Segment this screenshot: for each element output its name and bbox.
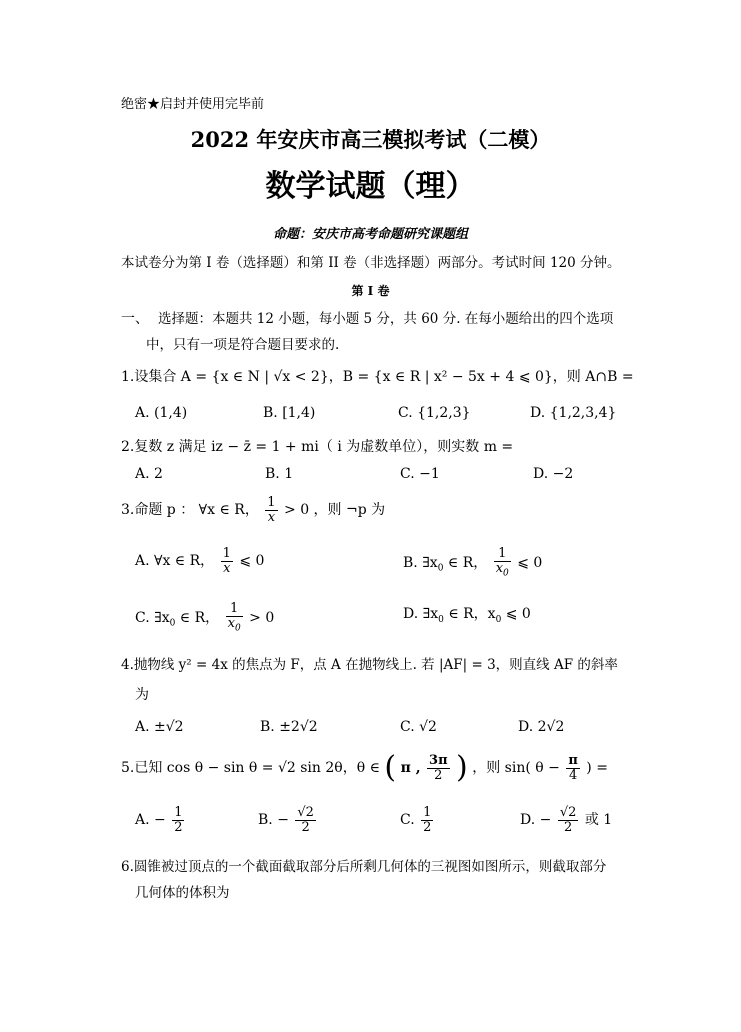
- q3-stem-pre: 3.命题 p ： ∀x ∈ R，: [121, 502, 259, 519]
- q1-option-a: A. (1,4): [135, 405, 188, 421]
- q1-option-b: B. [1,4): [263, 405, 316, 421]
- q4-option-a: A. ±√2: [135, 719, 184, 735]
- volume-label: 第 I 卷: [351, 284, 390, 298]
- question-3-stem: [121, 496, 385, 524]
- question-2-stem: 2.复数 z 满足 iz − z̄ = 1 + mi（ i 为虚数单位），则实数 m =: [121, 439, 514, 455]
- section-marker: 一、: [121, 311, 149, 327]
- exam-title: 2022 年安庆市高三模拟考试（二模）: [190, 127, 551, 152]
- q2-option-c: C. −1: [400, 466, 440, 482]
- question-6-stem-line1: 6.圆锥被过顶点的一个截面截取部分后所剩几何体的三视图如图所示，则截取部分: [121, 859, 607, 875]
- q3-option-c: C. $\exists x_0$ ∈ R， $\frac{1}{x_0}$ > 0: [135, 601, 275, 634]
- q3-stem-post: > 0 ，则 ¬p 为: [284, 502, 386, 519]
- section-instructions-line1: 选择题：本题共 12 小题，每小题 5 分，共 60 分. 在每小题给出的四个选项: [158, 311, 614, 327]
- q2-option-d: D. −2: [533, 466, 574, 482]
- section-instructions-line2: 中，只有一项是符合题目要求的.: [146, 337, 340, 353]
- q3-option-b: B. $\exists x_0$ ∈ R， $\frac{1}{x_0}$ ⩽ 0: [403, 546, 543, 579]
- q1-option-d: D. {1,2,3,4}: [530, 405, 617, 421]
- q2-option-a: A. 2: [135, 466, 163, 482]
- q5-option-a: A. − $\frac{1}{2}$: [135, 805, 183, 835]
- q5-option-d: D. − $\frac{√2}{2}$ 或 1: [520, 805, 613, 835]
- q2-option-b: B. 1: [265, 466, 294, 482]
- q3-option-d: D. $\exists x_0$ ∈ R，$x_0$ ⩽ 0: [403, 606, 531, 625]
- confidential-note: 绝密★启封并使用完毕前: [121, 97, 265, 112]
- q5-option-b: B. − $\frac{√2}{2}$: [258, 805, 314, 835]
- q1-option-c: C. {1,2,3}: [398, 405, 471, 421]
- question-4-stem-line1: 4.抛物线 y² = 4x 的焦点为 F，点 A 在抛物线上. 若 |AF| = 3，则直线 AF 的斜率: [121, 657, 618, 673]
- q4-option-c: C. √2: [400, 719, 437, 735]
- question-5-stem: 5.已知 cos θ − sin θ = √2 sin 2θ，θ ∈ ( π , $\frac{3\pi}{2}$ ) ，则 sin( θ − $\frac{\pi}{4}$ ) =: [121, 750, 608, 785]
- q4-option-b: B. ±2√2: [260, 719, 318, 735]
- question-1-stem: 1.设集合 A = {x ∈ N | √x < 2}，B = {x ∈ R | x² − 5x + 4 ⩽ 0}，则 A∩B =: [121, 369, 634, 385]
- question-6-stem-line2: 几何体的体积为: [135, 885, 230, 901]
- intro-text: 本试卷分为第 I 卷（选择题）和第 II 卷（非选择题）两部分。考试时间 120 分钟。: [121, 255, 621, 271]
- q5-option-c: C. $\frac{1}{2}$: [400, 805, 432, 835]
- q3-stem-fraction: $\frac{1}{x}$: [267, 495, 276, 525]
- q4-option-d: D. 2√2: [518, 719, 565, 735]
- q3-option-a: A. ∀x ∈ R， $\frac{1}{x}$ ⩽ 0: [135, 546, 265, 576]
- author-line: 命题：安庆市高考命题研究课题组: [272, 227, 468, 242]
- subject-title: 数学试题（理）: [265, 169, 476, 204]
- question-4-stem-line2: 为: [135, 687, 149, 703]
